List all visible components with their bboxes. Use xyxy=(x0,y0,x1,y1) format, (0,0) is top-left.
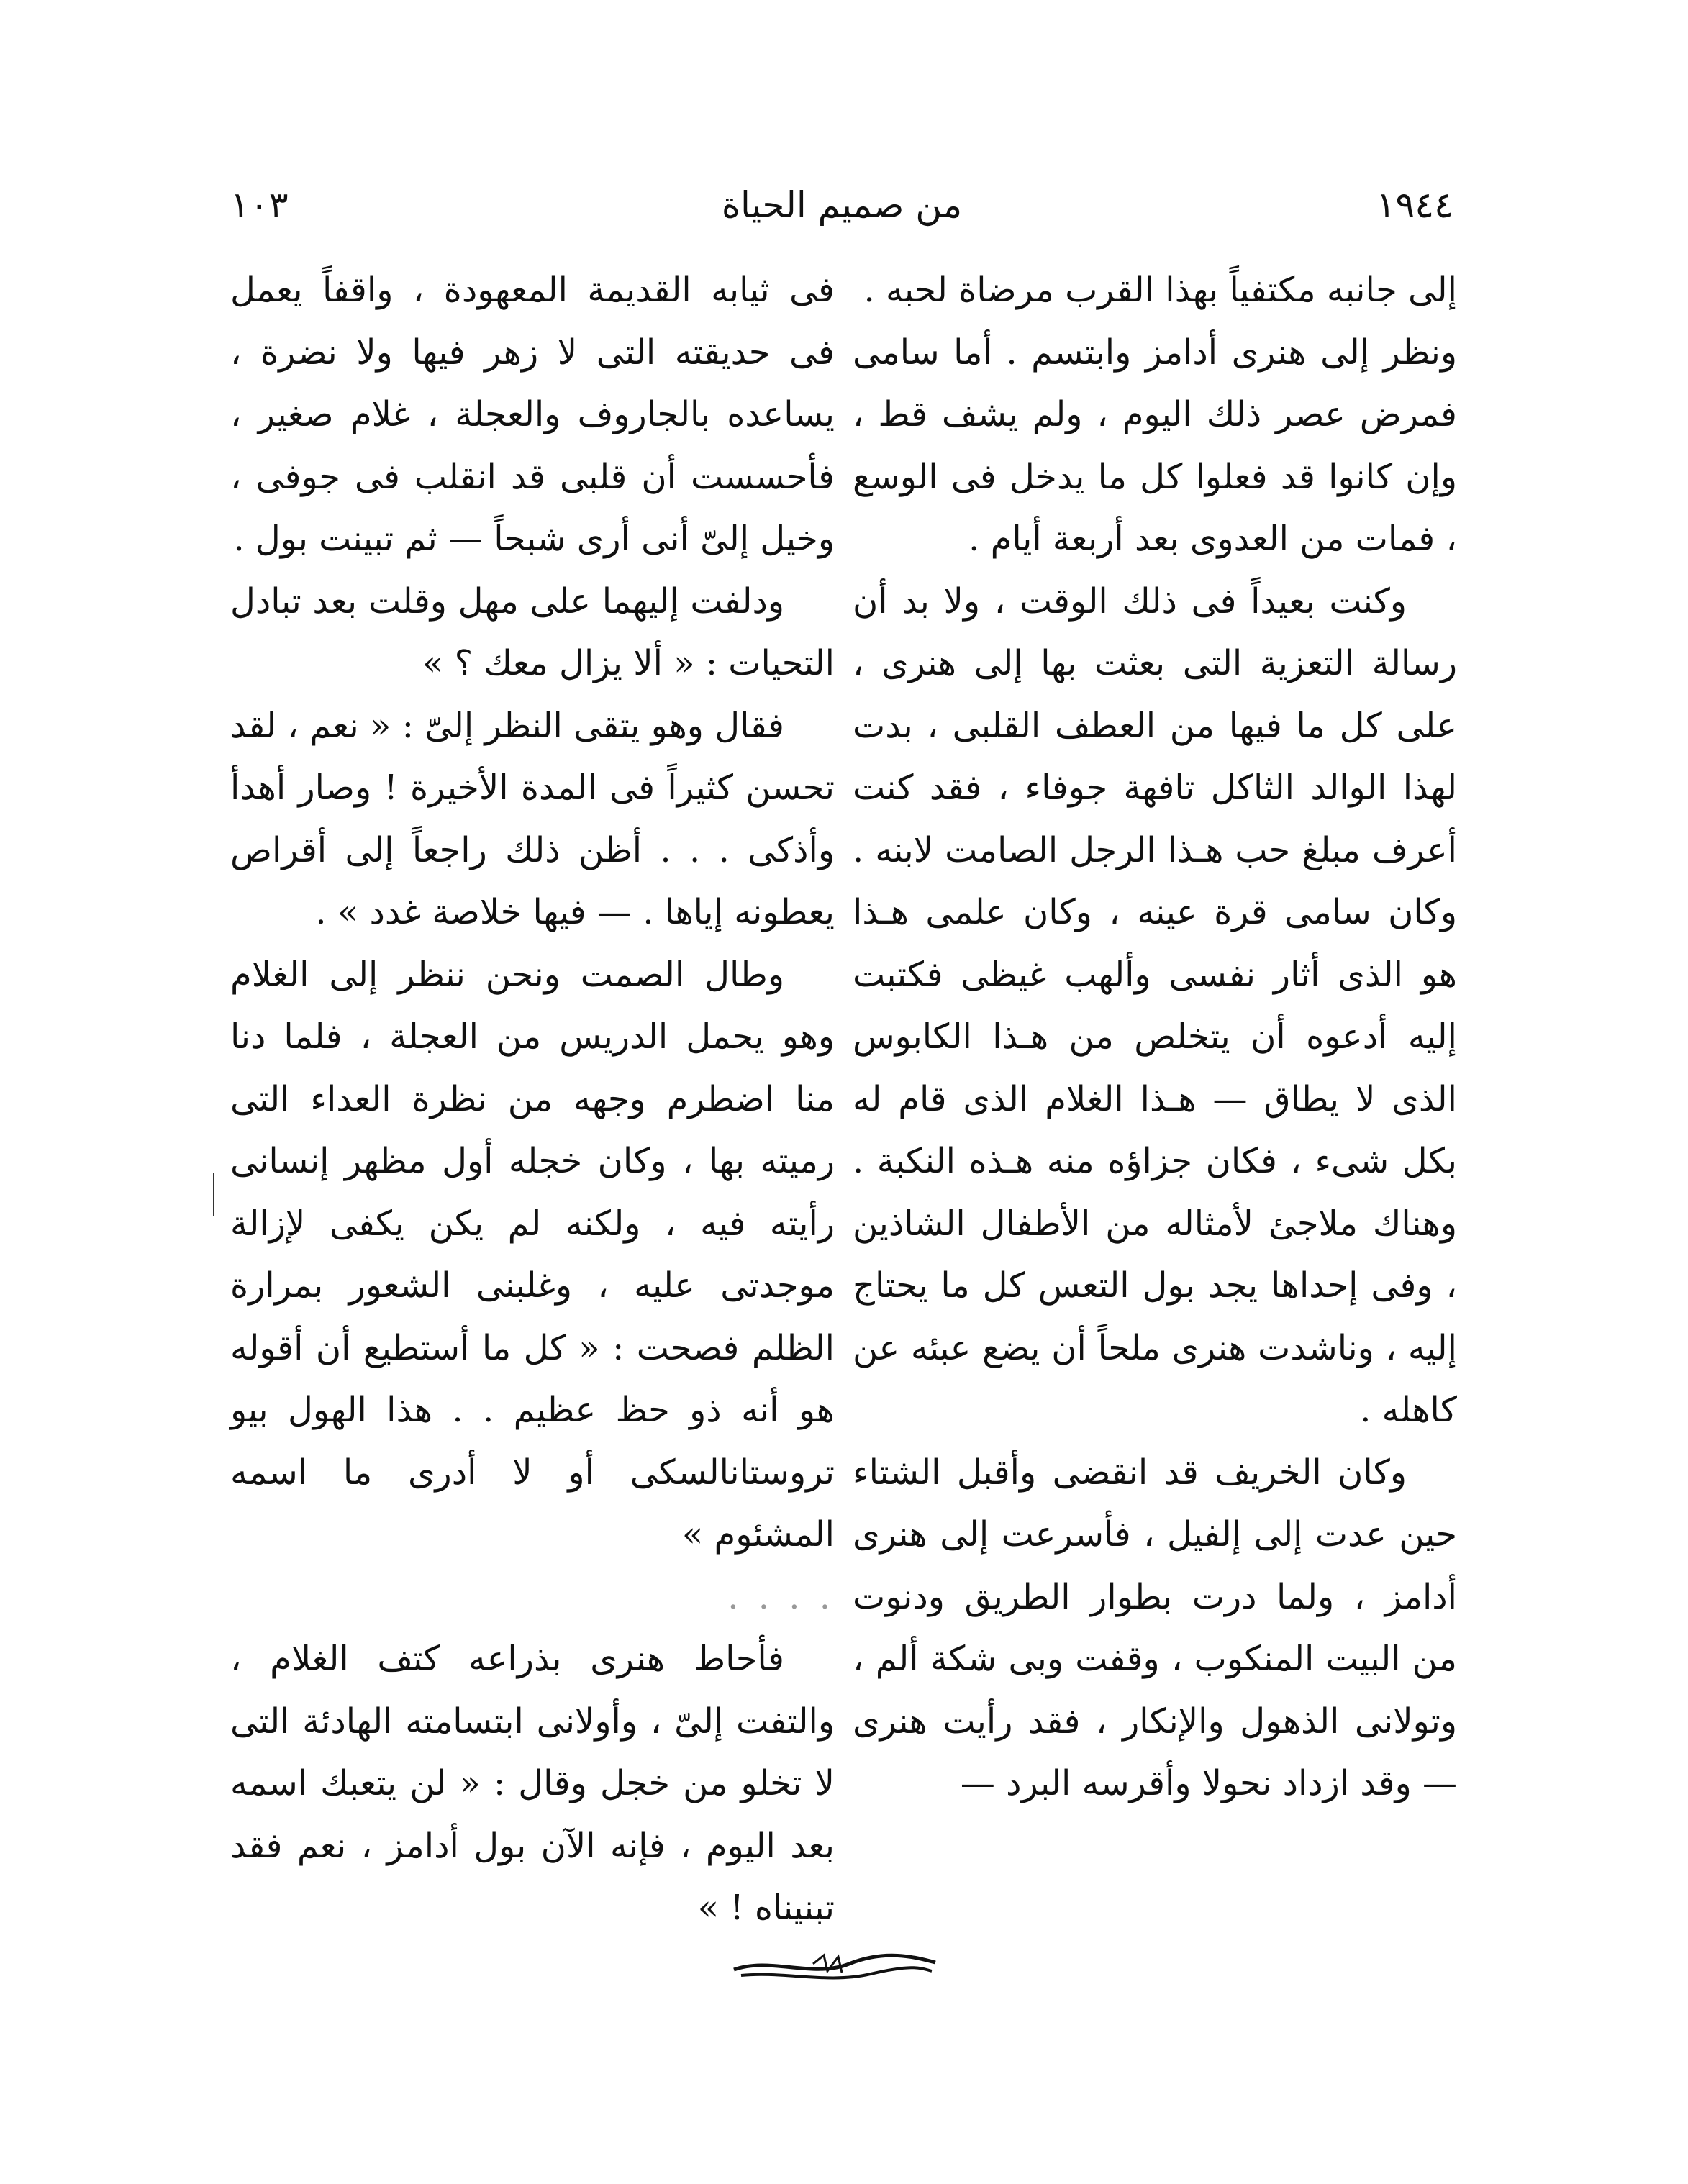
running-header xyxy=(230,173,1453,237)
paragraph: وطال الصمت ونحن ننظر إلى الغلام وهو يحمل الدريس من العجلة ، فلما دنا منا اضطرم وجهه من نظرة العداء التى رميته بها ، وكان خجله أول مظهر إنسانى رأيته فيه ، ولكنه لم يكن يكفى لإزالة موجدتى عليه ، وغلبنى الشعور بمرارة الظلم فصحت : « كل ما أستطيع أن أقوله هو أنه ذو حظ عظيم . . هذا الهول بيو تروستانالسكى أو لا أدرى ما اسمه المشئوم » xyxy=(230,954,835,1555)
running-title: من صميم الحياة xyxy=(721,184,963,226)
year-label: ١٩٤٤ xyxy=(1376,184,1453,226)
ellipsis-mark: . . . . xyxy=(727,1576,835,1617)
paragraph: ونظر إلى هنرى أدامز وابتسم . أما سامى فمرض عصر ذلك اليوم ، ولم يشف قط ، وإن كانوا قد فعلوا كل ما يدخل فى الوسع ، فمات من العدوى بعد أربعة أيام . xyxy=(853,332,1457,559)
paragraph: فأحاط هنرى بذراعه كتف الغلام ، والتفت إلىّ ، وأولانى ابتسامته الهادئة التى لا تخلو من خجل وقال : « لن يتعبك اسمه بعد اليوم ، فإنه الآن بول أدامز ، نعم فقد تبنيناه ! » xyxy=(230,1639,835,1928)
left-column xyxy=(230,259,835,1939)
margin-mark xyxy=(213,1173,214,1216)
right-column xyxy=(853,259,1457,1815)
paragraph: فقال وهو يتقى النظر إلىّ : « نعم ، لقد تحسن كثيراً فى المدة الأخيرة ! وصار أهدأ وأذكى . . . أظن ذلك راجعاً إلى أقراص يعطونه إياها . — فيها خلاصة غدد » . xyxy=(230,705,835,932)
end-ornament-icon xyxy=(727,1942,943,1985)
paragraph: وكنت بعيداً فى ذلك الوقت ، ولا بد أن رسالة التعزية التى بعثت بها إلى هنرى ، على كل ما فيها من العطف القلبى ، بدت لهذا الوالد الثاكل تافهة جوفاء ، فقد كنت أعرف مبلغ حب هـذا الرجل الصامت لابنه . وكان سامى قرة عينه ، وكان علمى هـذا هو الذى أثار نفسى وألهب غيظى فكتبت إليه أدعوه أن يتخلص من هـذا الكابوس الذى لا يطاق — هـذا الغلام الذى قام له بكل شىء ، فكان جزاؤه منه هـذه النكبة . وهناك ملاجئ لأمثاله من الأطفال الشاذين ، وفى إحداها يجد بول التعس كل ما يحتاج إليه ، وناشدت هنرى ملحاً أن يضع عبئه عن كاهله . xyxy=(853,581,1457,1430)
paragraph: ودلفت إليهما على مهل وقلت بعد تبادل التحيات : « ألا يزال معك ؟ » xyxy=(230,581,835,683)
paragraph: فى ثيابه القديمة المعهودة ، واقفاً يعمل فى حديقته التى لا زهر فيها ولا نضرة ، يساعده بالجاروف والعجلة ، غلام صغير ، فأحسست أن قلبى قد انقلب فى جوفى ، وخيل إلىّ أنى أرى شبحاً — ثم تبينت بول . xyxy=(230,270,835,559)
page-number: ١٠٣ xyxy=(230,184,289,226)
paragraph: وكان الخريف قد انقضى وأقبل الشتاء حين عدت إلى إلفيل ، فأسرعت إلى هنرى أدامز ، ولما درت بطوار الطريق ودنوت من البيت المنكوب ، وقفت وبى شكة ألم ، وتولانى الذهول والإنكار ، فقد رأيت هنرى — وقد ازداد نحولا وأقرسه البرد — xyxy=(853,1452,1457,1803)
paragraph: إلى جانبه مكتفياً بهذا القرب مرضاة لحبه . xyxy=(863,270,1457,310)
